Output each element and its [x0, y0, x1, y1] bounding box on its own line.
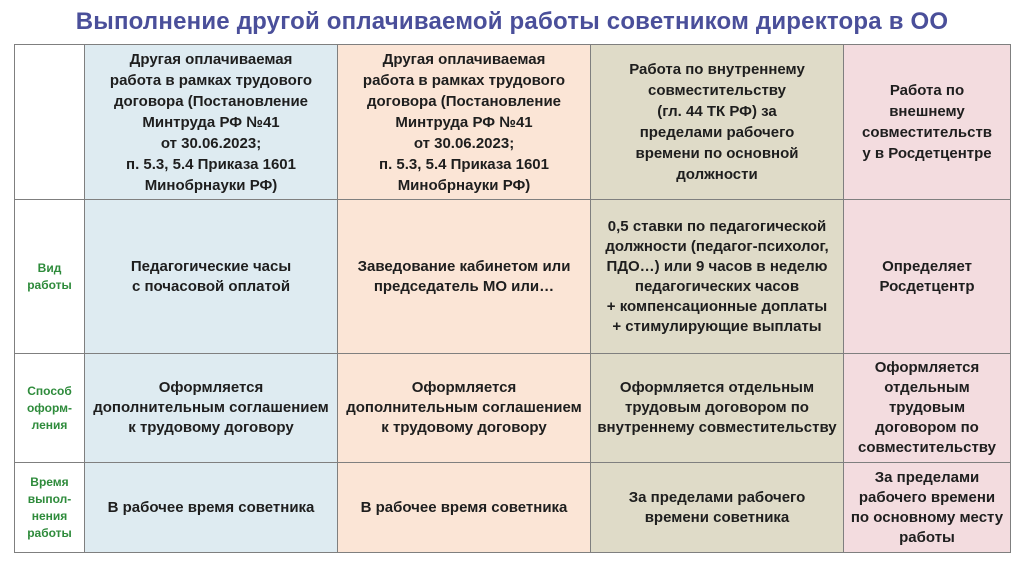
- header-cell-3: Работа по внутреннему совместительству (гл. 44 ТК РФ) за пределами рабочего времени по основной должности: [591, 45, 844, 200]
- row-label-working-time: Время выпол- нения работы: [15, 463, 85, 553]
- header-row: [15, 45, 1011, 200]
- cell-work-type-3: 0,5 ставки по педагогической должности (педагог-психолог, ПДО…) или 9 часов в неделю педагогических часов + компенсационные доплаты + стимулирующие выплаты: [591, 200, 844, 354]
- cell-work-type-4: Определяет Росдетцентр: [844, 200, 1011, 354]
- cell-working-time-1: В рабочее время советника: [85, 463, 338, 553]
- cell-working-time-3: За пределами рабочего времени советника: [591, 463, 844, 553]
- row-registration: [15, 354, 1011, 463]
- row-work-type: [15, 200, 1011, 354]
- header-cell-2: Другая оплачиваемая работа в рамках трудового договора (Постановление Минтруда РФ №41 от 30.06.2023; п. 5.3, 5.4 Приказа 1601 Минобрнауки РФ): [338, 45, 591, 200]
- page-title: Выполнение другой оплачиваемой работы советником директора в ОО: [75, 8, 949, 35]
- header-cell-1: Другая оплачиваемая работа в рамках трудового договора (Постановление Минтруда РФ №41 от 30.06.2023; п. 5.3, 5.4 Приказа 1601 Минобрнауки РФ): [85, 45, 338, 200]
- cell-working-time-2: В рабочее время советника: [338, 463, 591, 553]
- cell-registration-1: Оформляется дополнительным соглашением к трудовому договору: [85, 354, 338, 463]
- cell-working-time-4: За пределами рабочего времени по основному месту работы: [844, 463, 1011, 553]
- cell-work-type-2: Заведование кабинетом или председатель МО или…: [338, 200, 591, 354]
- row-label-work-type: Вид работы: [15, 200, 85, 354]
- comparison-table: [14, 44, 1011, 553]
- row-working-time: [15, 463, 1011, 553]
- cell-registration-3: Оформляется отдельным трудовым договором по внутреннему совместительству: [591, 354, 844, 463]
- cell-registration-2: Оформляется дополнительным соглашением к трудовому договору: [338, 354, 591, 463]
- row-label-registration: Способ оформ- ления: [15, 354, 85, 463]
- corner-cell: [15, 45, 85, 200]
- cell-registration-4: Оформляется отдельным трудовым договором по совместительству: [844, 354, 1011, 463]
- cell-work-type-1: Педагогические часы с почасовой оплатой: [85, 200, 338, 354]
- header-cell-4: Работа по внешнему совместительств у в Росдетцентре: [844, 45, 1011, 200]
